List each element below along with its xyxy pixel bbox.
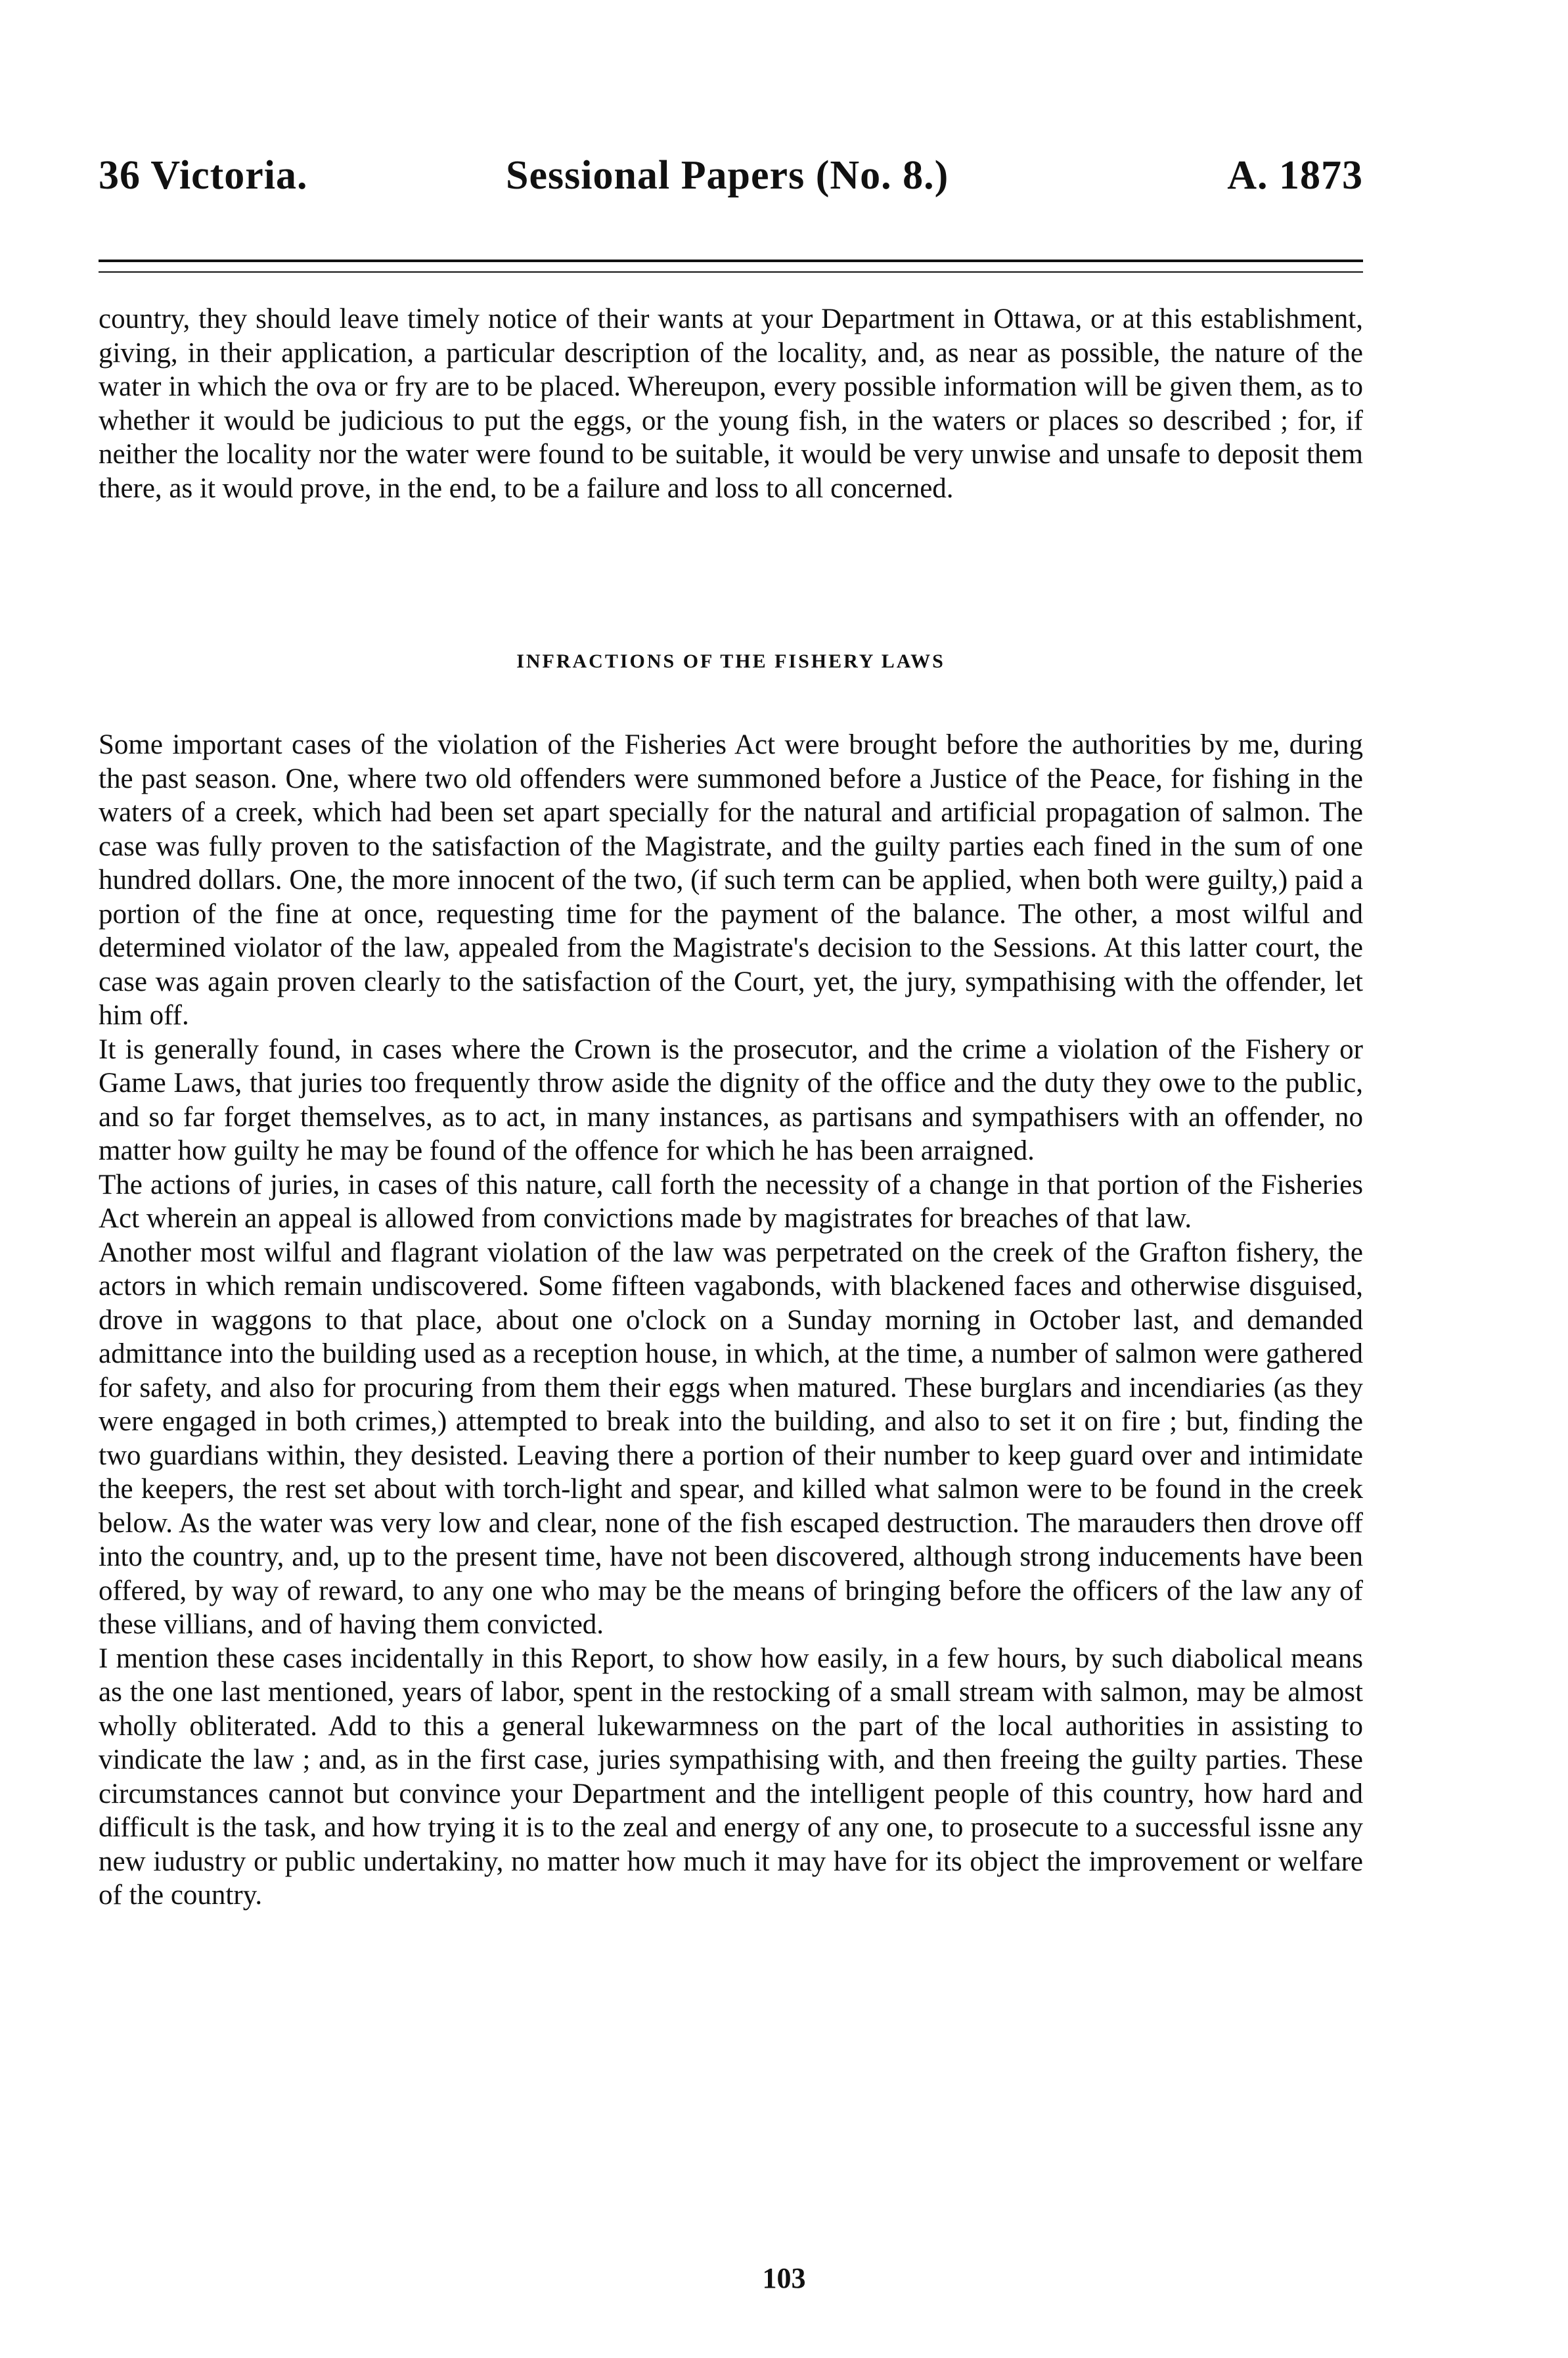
paragraph-violation-cases: Some important cases of the violation of the Fisheries Act were brought before the authorities by me, during the past season. One, where two old offenders were summoned before a Justice of the Peace, for fishing in the waters of a creek, which had been set apart specially for the natural and artificial propagation of salmon. The case was fully proven to the satisfaction of the Magistrate, and the guilty parties each fined in the sum of one hundred dollars. One, the more innocent of the two, (if such term can be applied, when both were guilty,) paid a portion of the fine at once, requesting time for the payment of the balance. The other, a most wilful and determined violator of the law, appealed from the Magistrate's decision to the Sessions. At this latter court, the case was again proven clearly to the satisfaction of the Court, yet, the jury, sympathising with the offender, let him off. xyxy=(99,729,1363,1031)
paragraph-juries-general: It is generally found, in cases where the Crown is the prosecutor, and the crime a violation of the Fishery or Game Laws, that juries too frequently throw aside the dignity of the office and the duty they owe to the public, and so far forget themselves, as to act, in many instances, as partisans and sympathisers with an offender, no matter how guilty he may be found of the offence for which he has been arraigned. xyxy=(99,1033,1363,1166)
header-session: 36 Victoria. xyxy=(99,153,308,198)
header-rule-thin xyxy=(99,271,1363,273)
header-year: A. 1873 xyxy=(1227,153,1363,198)
running-header xyxy=(99,152,1363,212)
paragraph-conclusion: I mention these cases incidentally in this Report, to show how easily, in a few hours, by such diabolical means as the one last mentioned, years of labor, spent in the restocking of a small stream with salmon, may be almost wholly obliterated. Add to this a general lukewarmness on the part of the local authorities in assisting to vindicate the law ; and, as in the first case, juries sympathising with, and then freeing the guilty parties. These circumstances cannot but convince your Department and the intelligent people of this country, how hard and difficult is the task, and how trying it is to the zeal and energy of any one, to prosecute to a successful issne any new iudustry or public undertakiny, no matter how much it may have for its object the improvement or welfare of the country. xyxy=(99,1643,1363,1911)
section-heading: INFRACTIONS OF THE FISHERY LAWS xyxy=(516,650,945,672)
intro-paragraph: country, they should leave timely notice of their wants at your Department in Ottawa, or at this establishment, giving, in their application, a particular description of the locality, and, as near as possible, the nature of the water in which the ova or fry are to be placed. Whereupon, every possible information will be given them, as to whether it would be judicious to put the eggs, or the young fish, in the waters or places so described ; for, if neither the locality nor the water were found to be suitable, it would be very unwise and unsafe to deposit them there, as it would prove, in the end, to be a failure and loss to all concerned. xyxy=(99,304,1363,504)
section-body xyxy=(99,728,1363,1913)
page-number: 103 xyxy=(762,2262,806,2294)
header-title: Sessional Papers (No. 8.) xyxy=(506,153,949,198)
paragraph-juries-actions: The actions of juries, in cases of this nature, call forth the necessity of a change in that portion of the Fisheries Act wherein an appeal is allowed from convictions made by magistrates for breaches of that law. xyxy=(99,1169,1363,1234)
paragraph-grafton-violation: Another most wilful and flagrant violation of the law was perpetrated on the creek of the Grafton fishery, the actors in which remain undiscovered. Some fifteen vagabonds, with blackened faces and otherwise disguised, drove in waggons to that place, about one o'clock on a Sunday morning in October last, and demanded admittance into the building used as a reception house, in which, at the time, a number of salmon were gathered for safety, and also for procuring from them their eggs when matured. These burglars and incendiaries (as they were engaged in both crimes,) attempted to break into the building, and also to set it on fire ; but, finding the two guardians within, they desisted. Leaving there a portion of their number to keep guard over and intimidate the keepers, the rest set about with torch-light and spear, and killed what salmon were to be found in the creek below. As the water was very low and clear, none of the fish escaped destruction. The marauders then drove off into the country, and, up to the present time, have not been discovered, although strong inducements have been offered, by way of reward, to any one who may be the means of bringing before the officers of the law any of these villians, and of having them convicted. xyxy=(99,1236,1363,1640)
header-rule-thick xyxy=(99,260,1363,262)
